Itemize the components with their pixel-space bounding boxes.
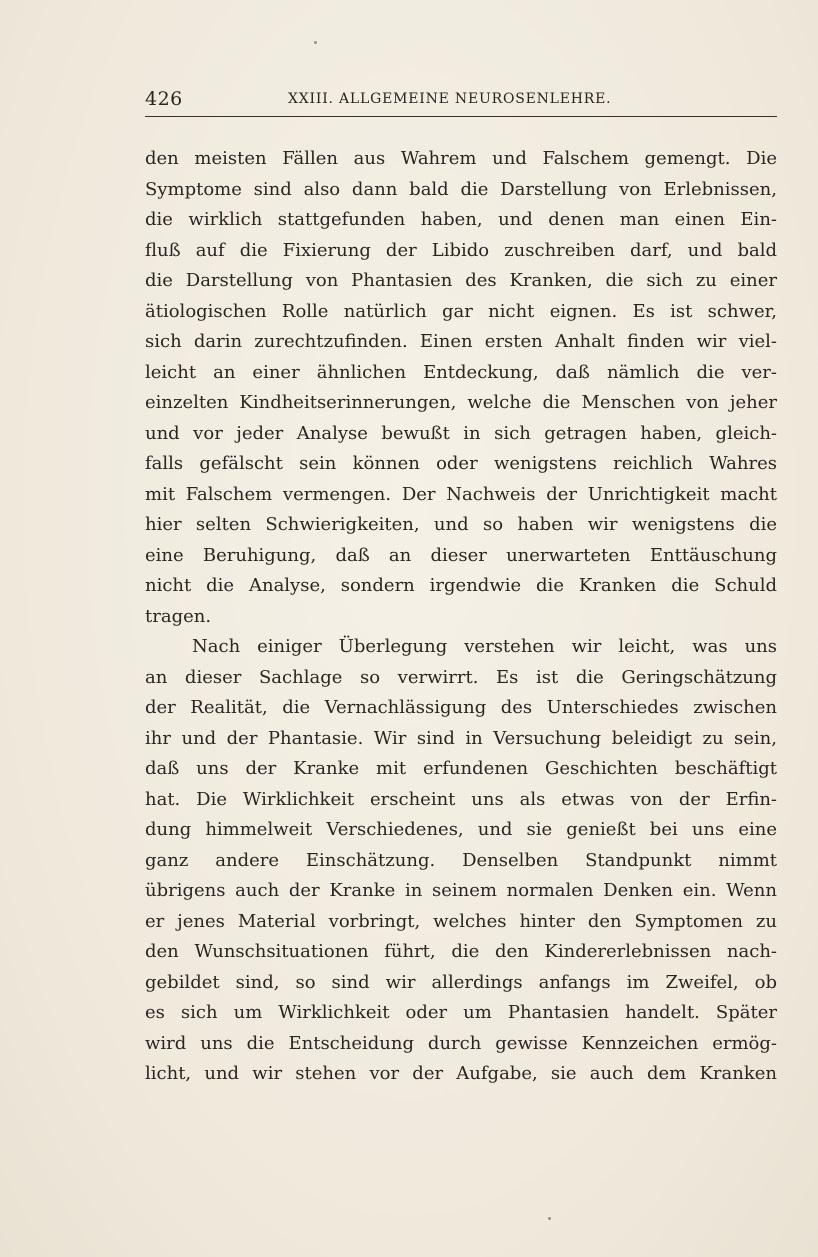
text-line: er jenes Material vorbringt, welches hinter den Symptomen zu	[145, 910, 777, 932]
text-line: licht, und wir stehen vor der Aufgabe, sie auch dem Kranken	[145, 1063, 777, 1084]
text-line: wird uns die Entscheidung durch gewisse Kennzeichen ermög-	[145, 1032, 777, 1054]
text-line: die wirklich stattgefunden haben, und denen man einen Ein-	[145, 209, 777, 230]
text-line: übrigens auch der Kranke in seinem normalen Denken ein. Wenn	[145, 880, 777, 901]
page-header	[145, 88, 777, 112]
page-number: 426	[145, 88, 183, 110]
text-line: hat. Die Wirklichkeit erscheint uns als etwas von der Erfin-	[145, 788, 777, 810]
text-line: falls gefälscht sein können oder wenigstens reichlich Wahres	[145, 453, 777, 474]
text-line: einzelten Kindheitserinnerungen, welche die Menschen von jeher	[145, 392, 777, 413]
running-head: XXIII. ALLGEMEINE NEUROSENLEHRE.	[288, 91, 612, 107]
text-line: die Darstellung von Phantasien des Kranken, die sich zu einer	[145, 270, 777, 291]
text-line: fluß auf die Fixierung der Libido zuschreiben darf, und bald	[145, 239, 777, 261]
text-line: mit Falschem vermengen. Der Nachweis der Unrichtigkeit macht	[145, 483, 777, 505]
text-line: gebildet sind, so sind wir allerdings anfangs im Zweifel, ob	[145, 971, 777, 993]
text-line: eine Beruhigung, daß an dieser unerwarteten Enttäuschung	[145, 544, 777, 566]
text-line: ganz andere Einschätzung. Denselben Standpunkt nimmt	[145, 849, 777, 871]
text-line: leicht an einer ähnlichen Entdeckung, daß nämlich die ver-	[145, 361, 777, 383]
text-line: an dieser Sachlage so verwirrt. Es ist die Geringschätzung	[145, 666, 777, 688]
text-line: der Realität, die Vernachlässigung des Unterschiedes zwischen	[145, 697, 777, 718]
text-line: den Wunschsituationen führt, die den Kindererlebnissen nach-	[145, 941, 777, 962]
header-rule	[145, 116, 777, 117]
text-line: nicht die Analyse, sondern irgendwie die Kranken die Schuld	[145, 575, 777, 596]
text-line: tragen.	[145, 605, 212, 627]
text-line: ihr und der Phantasie. Wir sind in Versuchung beleidigt zu sein,	[145, 727, 777, 749]
paper-speck	[548, 1217, 551, 1220]
text-line: Symptome sind also dann bald die Darstellung von Erlebnissen,	[145, 178, 777, 200]
text-line: den meisten Fällen aus Wahrem und Falschem gemengt. Die	[145, 148, 777, 169]
text-line: ätiologischen Rolle natürlich gar nicht eignen. Es ist schwer,	[145, 300, 777, 322]
paper-speck	[314, 41, 317, 44]
text-line: dung himmelweit Verschiedenes, und sie genießt bei uns eine	[145, 819, 777, 840]
text-line: daß uns der Kranke mit erfundenen Geschichten beschäftigt	[145, 758, 777, 779]
body-text	[145, 144, 777, 1090]
text-line: Nach einiger Überlegung verstehen wir leicht, was uns	[192, 636, 777, 657]
text-line: und vor jeder Analyse bewußt in sich getragen haben, gleich-	[145, 422, 777, 444]
text-line: sich darin zurechtzufinden. Einen ersten Anhalt finden wir viel-	[145, 331, 777, 352]
text-line: hier selten Schwierigkeiten, und so haben wir wenigstens die	[145, 514, 777, 535]
text-line: es sich um Wirklichkeit oder um Phantasien handelt. Später	[145, 1002, 777, 1023]
